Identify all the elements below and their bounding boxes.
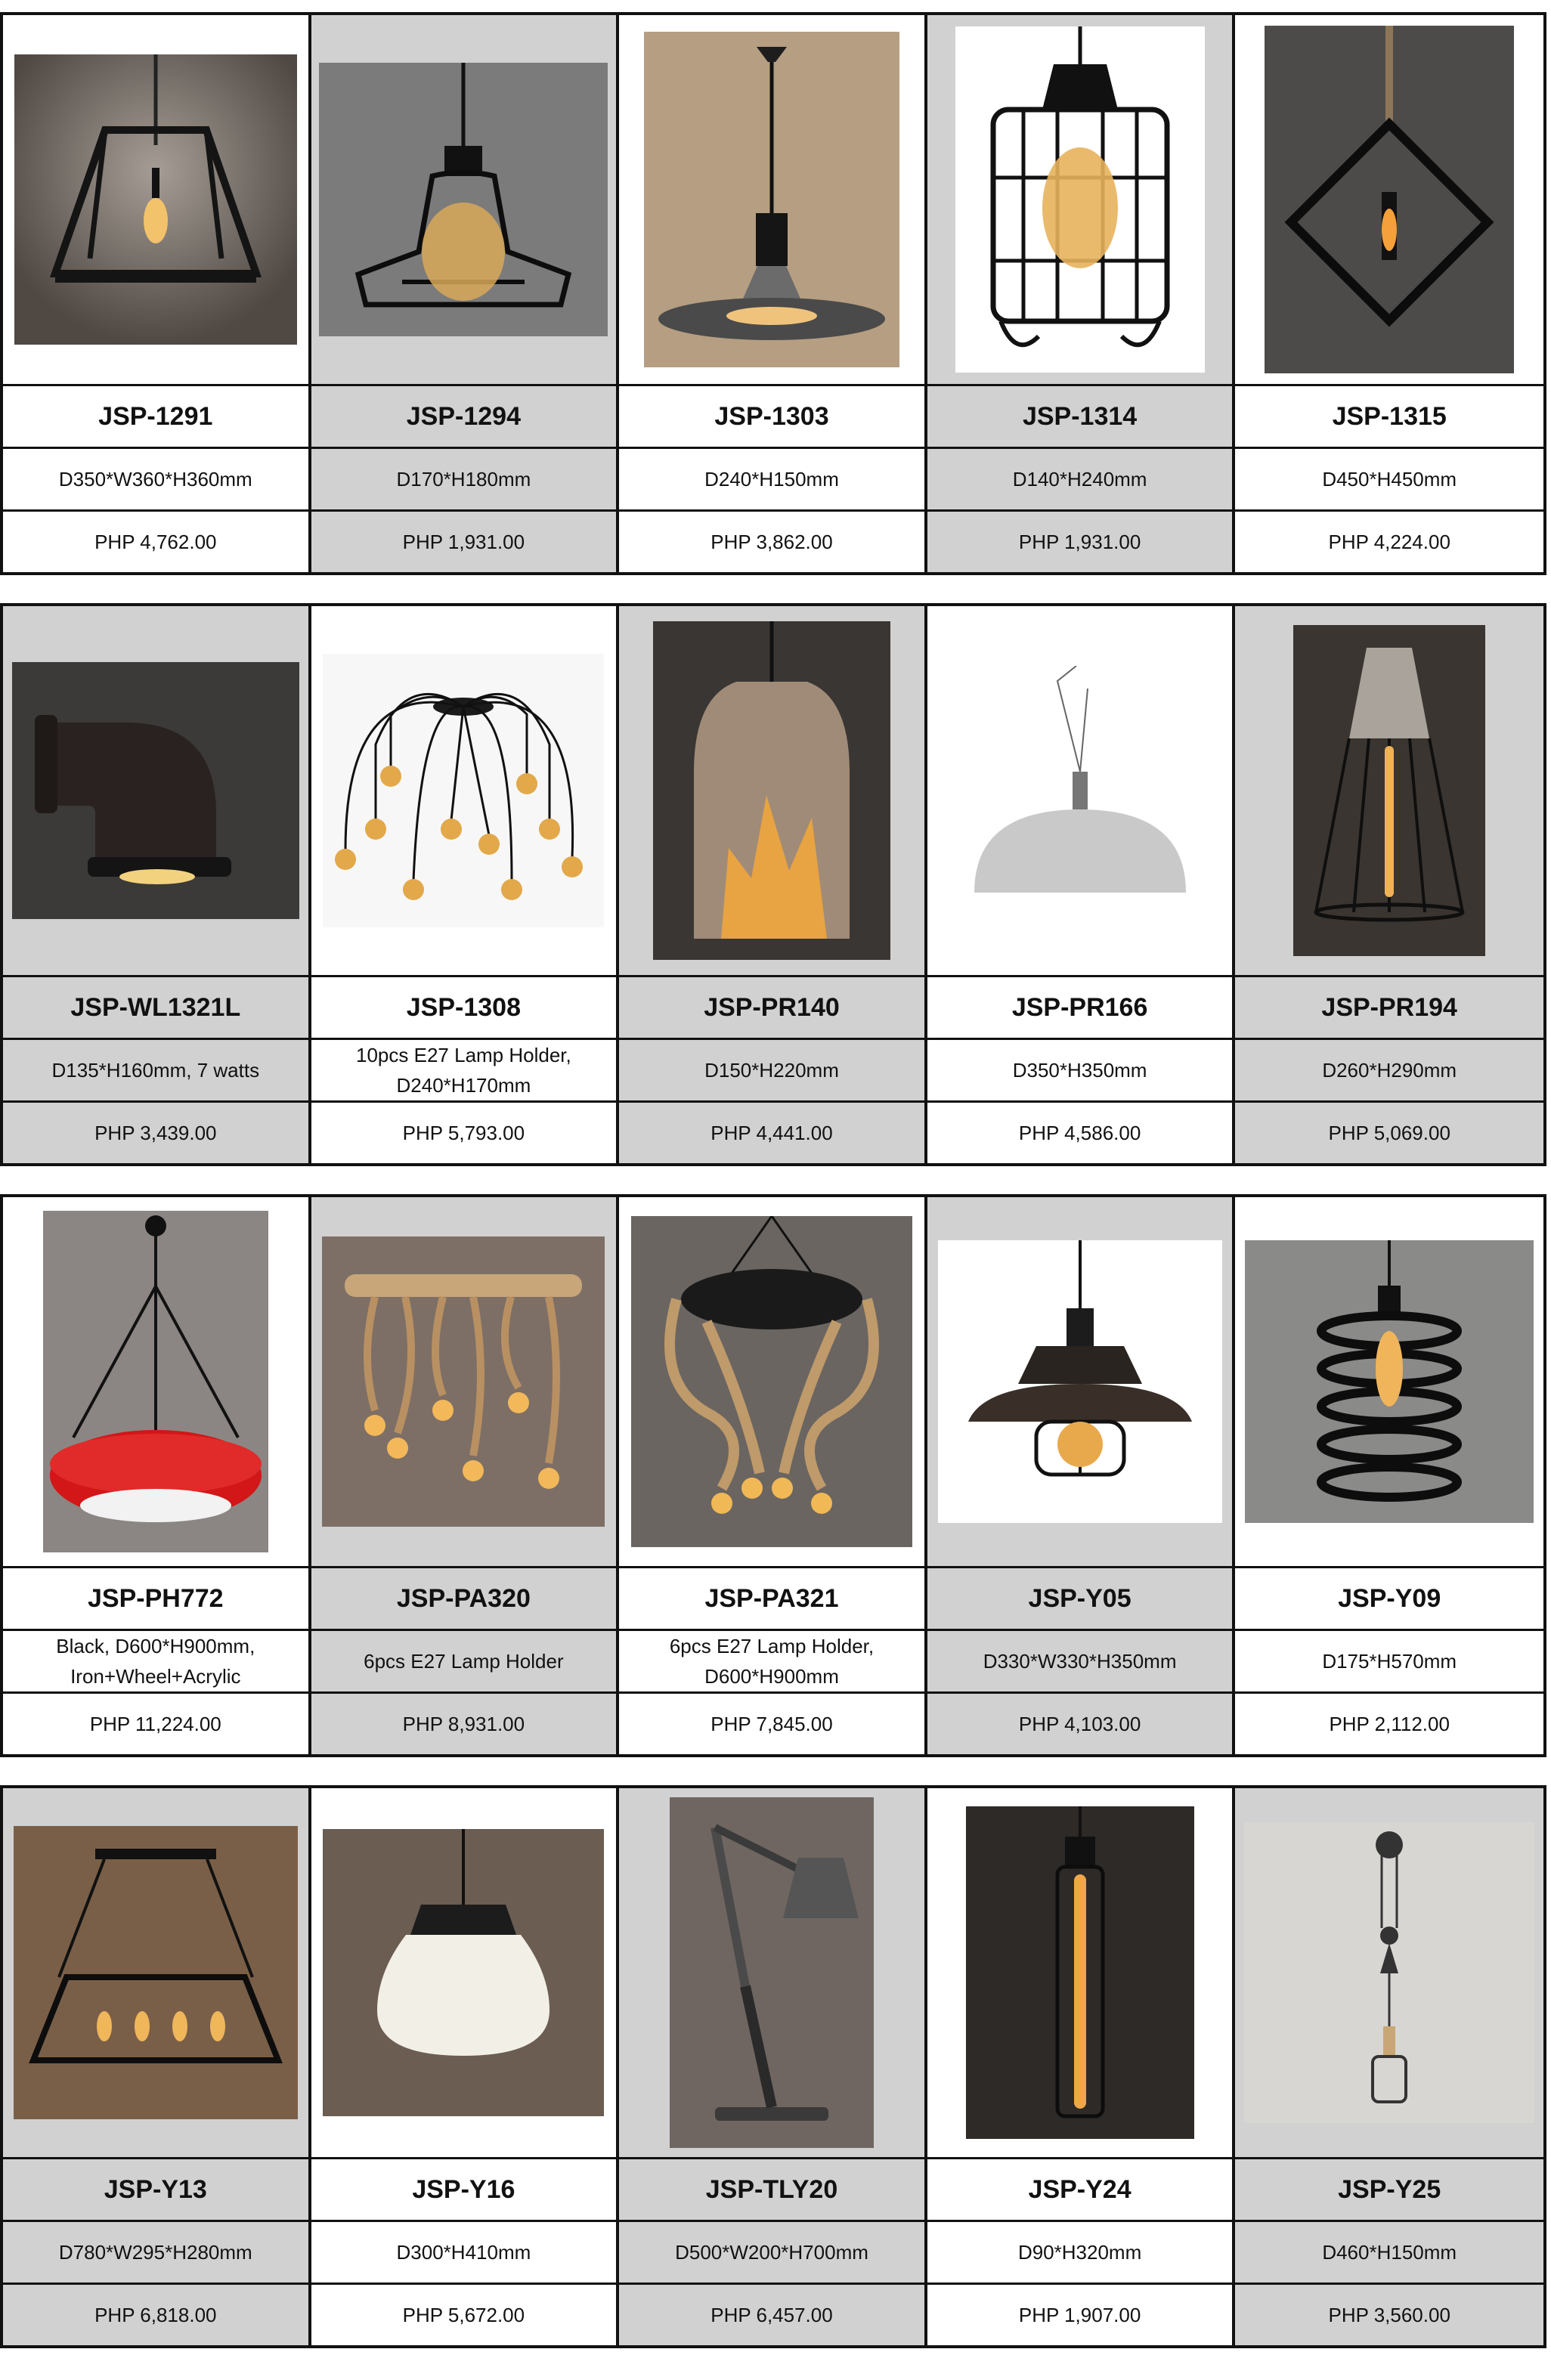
barn-pendant-icon [938,1240,1222,1523]
product-code: JSP-Y24 [1028,2174,1132,2204]
catalog-block-1 [0,12,1546,575]
product-code: JSP-PA320 [396,1583,531,1613]
product-price: PHP 4,586.00 [1018,1122,1141,1144]
dome-pendant-icon [944,666,1216,915]
product-dimensions: D500*W200*H700mm [675,2241,868,2264]
product-dimensions: D140*H240mm [1012,468,1147,491]
catalog-block-3 [0,1194,1546,1757]
product-price: PHP 5,069.00 [1328,1122,1450,1144]
product-card [619,606,927,1163]
product-card [619,1197,927,1754]
product-card [1235,1197,1543,1754]
product-price: PHP 4,103.00 [1018,1713,1141,1735]
product-code: JSP-1308 [406,992,521,1022]
product-code: JSP-1291 [98,401,213,431]
product-card [311,1788,620,2345]
product-card [3,1788,311,2345]
product-code: JSP-PR166 [1011,992,1148,1022]
product-dimensions: D450*H450mm [1322,468,1457,491]
product-dimensions: D460*H150mm [1322,2241,1457,2264]
product-code: JSP-Y25 [1338,2174,1441,2204]
product-code: JSP-TLY20 [705,2174,838,2204]
product-card [311,15,620,572]
product-price: PHP 3,560.00 [1328,2304,1450,2326]
product-card [927,606,1236,1163]
product-price: PHP 2,112.00 [1329,1713,1450,1735]
product-dimensions: 6pcs E27 Lamp Holder, D600*H900mm [669,1635,875,1688]
product-dimensions: D135*H160mm, 7 watts [51,1059,260,1082]
product-dimensions: D300*H410mm [396,2241,531,2264]
product-price: PHP 1,907.00 [1018,2304,1141,2326]
product-price: PHP 4,224.00 [1328,531,1450,553]
product-card [3,15,311,572]
product-card [3,606,311,1163]
cement-pendant-icon [653,621,890,960]
product-code: JSP-1303 [714,401,829,431]
product-price: PHP 1,931.00 [1018,531,1141,553]
product-card [1235,606,1543,1163]
spider-chandelier-icon [323,654,604,927]
glass-dish-pendant-icon [644,32,899,367]
product-card [1235,1788,1543,2345]
product-dimensions: D350*W360*H360mm [58,468,252,491]
product-code: JSP-PH772 [88,1583,224,1613]
product-card [927,15,1236,572]
cage-pendant-icon [955,26,1205,373]
product-dimensions: 6pcs E27 Lamp Holder [364,1650,564,1673]
catalog-block-4 [0,1785,1546,2348]
linear-frame-chandelier-icon [14,1826,298,2119]
product-code: JSP-Y13 [104,2174,207,2204]
product-card [3,1197,311,1754]
product-price: PHP 5,793.00 [402,1122,525,1144]
product-code: JSP-Y16 [412,2174,515,2204]
concrete-cage-pendant-icon [1293,625,1485,956]
product-code: JSP-1314 [1022,401,1138,431]
product-price: PHP 3,439.00 [94,1122,217,1144]
product-card [311,1197,620,1754]
product-dimensions: D175*H570mm [1322,1650,1457,1673]
product-price: PHP 4,762.00 [94,531,217,553]
schoolhouse-pendant-icon [323,1829,604,2116]
product-card [927,1197,1236,1754]
product-dimensions: D150*H220mm [704,1059,839,1082]
product-price: PHP 11,224.00 [89,1713,221,1735]
red-wheel-pendant-icon [43,1211,268,1552]
product-dimensions: Black, D600*H900mm, Iron+Wheel+Acrylic [56,1635,255,1688]
product-dimensions: D330*W330*H350mm [983,1650,1177,1673]
product-price: PHP 1,931.00 [402,531,525,553]
tube-cage-pendant-icon [966,1806,1194,2139]
pulley-pendant-icon [1244,1822,1534,2123]
wire-bell-pendant-icon [319,63,608,336]
product-price: PHP 5,672.00 [402,2304,525,2326]
pipe-elbow-wall-lamp-icon [12,662,299,919]
product-code: JSP-PR140 [704,992,840,1022]
product-code: JSP-Y09 [1338,1583,1441,1613]
product-price: PHP 6,457.00 [710,2304,833,2326]
product-dimensions: D90*H320mm [1017,2241,1142,2264]
product-code: JSP-WL1321L [70,992,241,1022]
product-dimensions: D240*H150mm [704,468,839,491]
product-price: PHP 8,931.00 [402,1713,525,1735]
product-dimensions: D780*W295*H280mm [58,2241,252,2264]
product-code: JSP-PR194 [1321,992,1457,1022]
product-price: PHP 6,818.00 [94,2304,217,2326]
product-price: PHP 7,845.00 [710,1713,833,1735]
industrial-table-lamp-icon [670,1797,874,2148]
product-price: PHP 4,441.00 [710,1122,833,1144]
product-card [619,15,927,572]
product-dimensions: 10pcs E27 Lamp Holder, D240*H170mm [356,1044,571,1097]
square-cage-pendant-icon [14,54,297,345]
catalog-block-2 [0,603,1546,1166]
product-dimensions: D350*H350mm [1012,1059,1147,1082]
spiral-pendant-icon [1245,1240,1534,1523]
product-dimensions: D170*H180mm [396,468,531,491]
product-code: JSP-PA321 [704,1583,839,1613]
product-card [619,1788,927,2345]
rope-bar-chandelier-icon [322,1236,605,1527]
product-dimensions: D260*H290mm [1322,1059,1457,1082]
product-card [1235,15,1543,572]
product-code: JSP-1315 [1332,401,1447,431]
diamond-frame-pendant-icon [1265,26,1514,373]
product-code: JSP-1294 [406,401,521,431]
product-code: JSP-Y05 [1028,1583,1132,1613]
product-card [927,1788,1236,2345]
product-card [311,606,620,1163]
rope-chandelier-icon [631,1216,912,1547]
product-price: PHP 3,862.00 [710,531,833,553]
